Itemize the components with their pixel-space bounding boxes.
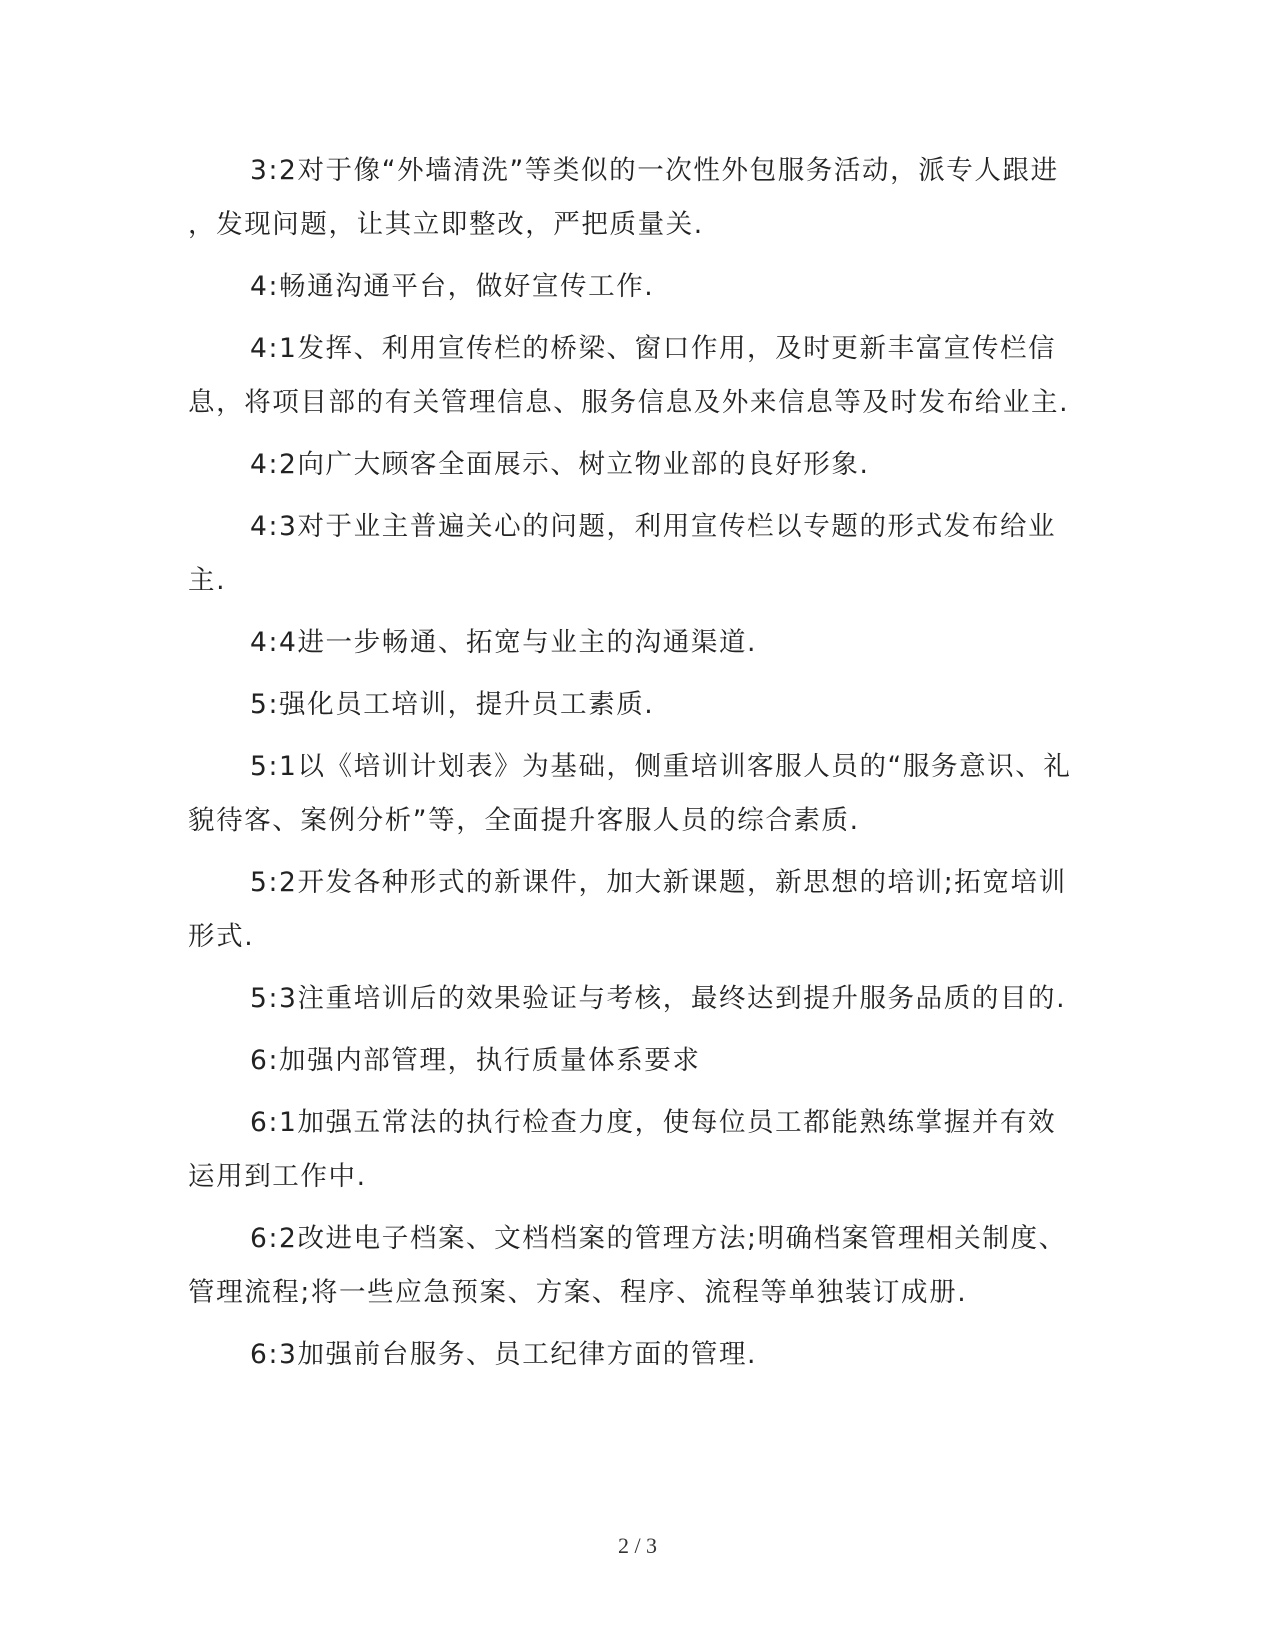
paragraph-4-2: 4:2向广大顾客全面展示、树立物业部的良好形象. — [250, 449, 870, 480]
paragraph-6-1: 6:1加强五常法的执行检查力度，使每位员工都能熟练掌握并有效运用到工作中. — [188, 1107, 1057, 1192]
paragraph-3-2: 3:2对于像“外墙清洗”等类似的一次性外包服务活动，派专人跟进，发现问题，让其立即整改，严把质量关. — [188, 155, 1059, 240]
document-body — [188, 144, 1078, 1390]
paragraph-6-3: 6:3加强前台服务、员工纪律方面的管理. — [250, 1339, 758, 1370]
paragraph-4-1: 4:1发挥、利用宣传栏的桥梁、窗口作用，及时更新丰富宣传栏信息，将项目部的有关管理信息、服务信息及外来信息等及时发布给业主. — [188, 333, 1070, 418]
paragraph-4-heading: 4:畅通沟通平台，做好宣传工作. — [250, 271, 655, 302]
paragraph-4-3: 4:3对于业主普遍关心的问题，利用宣传栏以专题的形式发布给业主. — [188, 511, 1057, 596]
paragraph-5-2: 5:2开发各种形式的新课件，加大新课题，新思想的培训;拓宽培训形式. — [188, 867, 1067, 952]
paragraph-4-4: 4:4进一步畅通、拓宽与业主的沟通渠道. — [250, 627, 758, 658]
paragraph-6-heading: 6:加强内部管理，执行质量体系要求 — [250, 1045, 701, 1076]
paragraph-5-3: 5:3注重培训后的效果验证与考核，最终达到提升服务品质的目的. — [250, 983, 1067, 1014]
page-number: 2 / 3 — [617, 1533, 658, 1558]
paragraph-6-2: 6:2改进电子档案、文档档案的管理方法;明确档案管理相关制度、管理流程;将一些应急预案、方案、程序、流程等单独装订成册. — [188, 1223, 1067, 1308]
paragraph-5-1: 5:1以《培训计划表》为基础，侧重培训客服人员的“服务意识、礼貌待客、案例分析”等，全面提升客服人员的综合素质. — [188, 751, 1072, 836]
paragraph-5-heading: 5:强化员工培训，提升员工素质. — [250, 689, 655, 720]
